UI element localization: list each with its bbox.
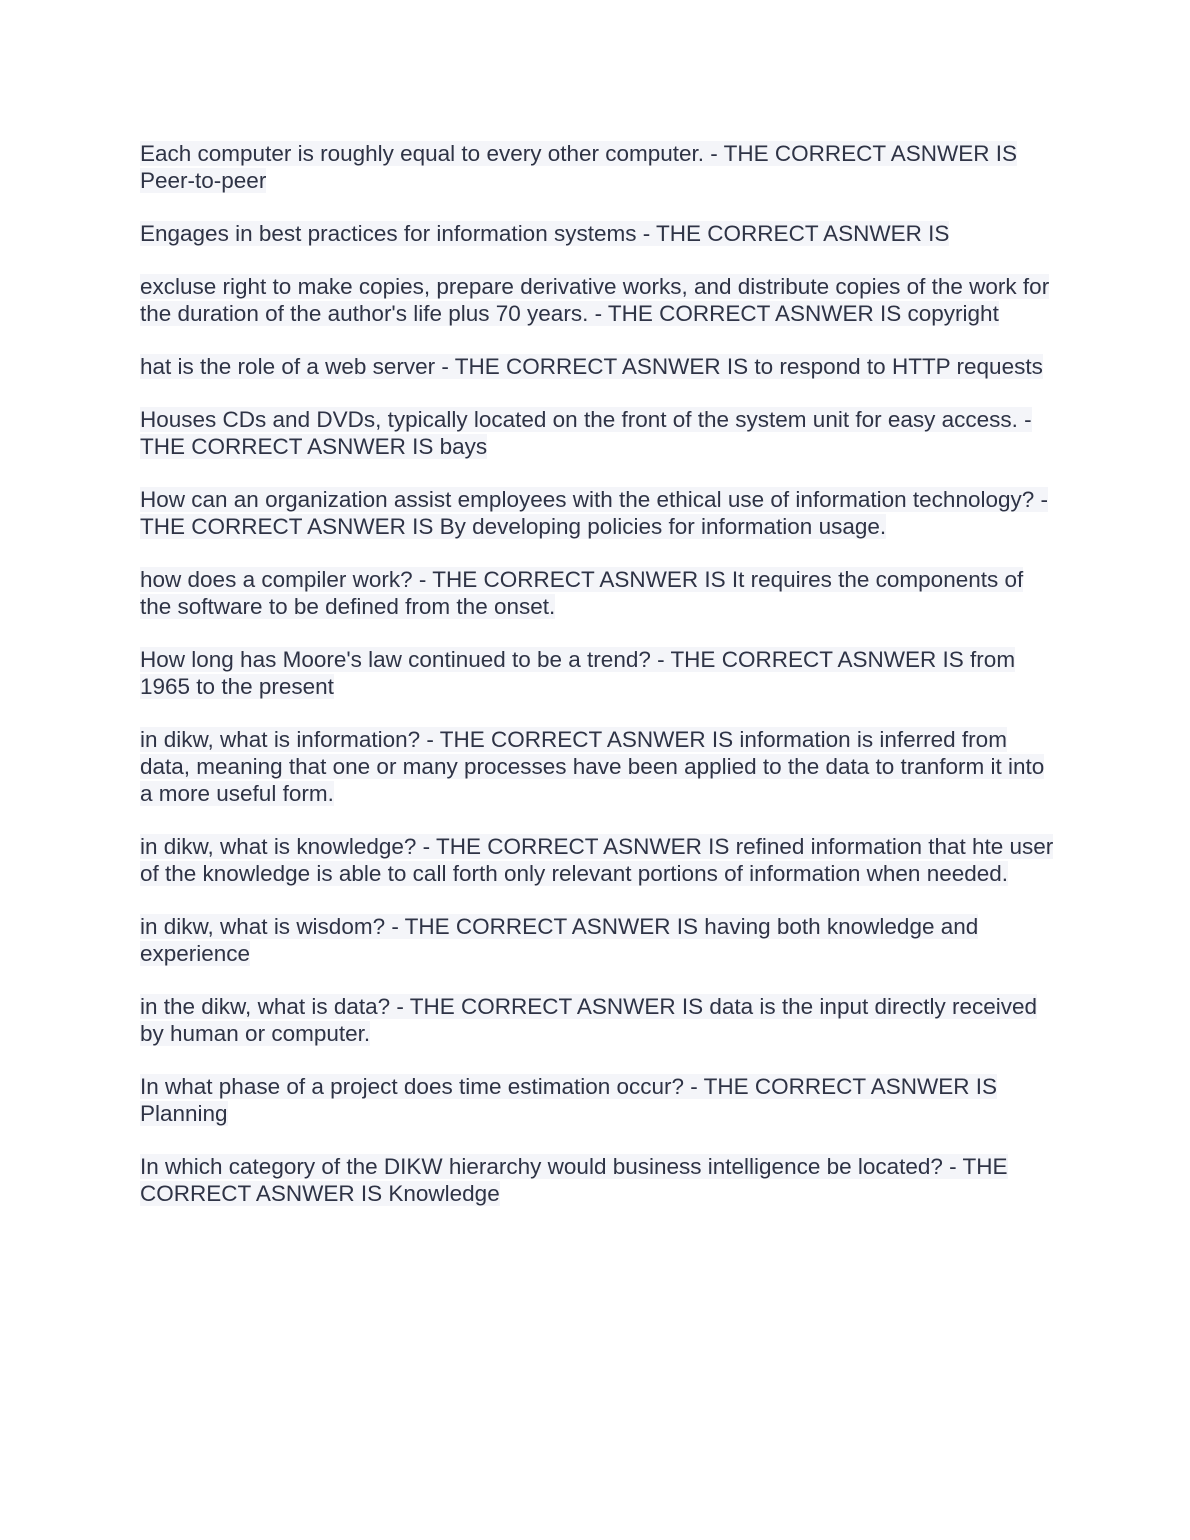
qa-item: [140, 913, 1055, 967]
qa-list: [140, 140, 1055, 1233]
qa-item: [140, 140, 1055, 194]
qa-text: in dikw, what is wisdom? - THE CORRECT ASNWER IS having both knowledge and experience: [140, 914, 979, 966]
qa-item: [140, 993, 1055, 1047]
qa-text: Engages in best practices for information systems - THE CORRECT ASNWER IS: [140, 221, 950, 246]
qa-item: [140, 273, 1055, 327]
qa-text: in the dikw, what is data? - THE CORRECT ASNWER IS data is the input directly received by human or computer.: [140, 994, 1038, 1046]
qa-text: hat is the role of a web server - THE CORRECT ASNWER IS to respond to HTTP requests: [140, 354, 1043, 379]
qa-text: In what phase of a project does time estimation occur? - THE CORRECT ASNWER IS Planning: [140, 1074, 997, 1126]
qa-item: [140, 353, 1055, 380]
qa-item: [140, 1073, 1055, 1127]
qa-item: [140, 1153, 1055, 1207]
qa-text: Houses CDs and DVDs, typically located on the front of the system unit for easy access. - THE CORRECT ASNWER IS bays: [140, 407, 1032, 459]
qa-text: Each computer is roughly equal to every other computer. - THE CORRECT ASNWER IS Peer-to-peer: [140, 141, 1018, 193]
qa-text: in dikw, what is knowledge? - THE CORRECT ASNWER IS refined information that hte user of the knowledge is able to call forth only relevant portions of information when needed.: [140, 834, 1054, 886]
qa-text: in dikw, what is information? - THE CORRECT ASNWER IS information is inferred from data, meaning that one or many processes have been applied to the data to tranform it into a more useful form.: [140, 727, 1045, 806]
qa-item: [140, 726, 1055, 807]
qa-text: How long has Moore's law continued to be a trend? - THE CORRECT ASNWER IS from 1965 to the present: [140, 647, 1016, 699]
qa-text: how does a compiler work? - THE CORRECT ASNWER IS It requires the components of the software to be defined from the onset.: [140, 567, 1024, 619]
qa-item: [140, 646, 1055, 700]
qa-item: [140, 566, 1055, 620]
qa-item: [140, 486, 1055, 540]
qa-item: [140, 833, 1055, 887]
qa-text: excluse right to make copies, prepare derivative works, and distribute copies of the work for the duration of the author's life plus 70 years. - THE CORRECT ASNWER IS copyright: [140, 274, 1050, 326]
qa-item: [140, 220, 1055, 247]
qa-text: In which category of the DIKW hierarchy would business intelligence be located? - THE CORRECT ASNWER IS Knowledge: [140, 1154, 1008, 1206]
qa-text: How can an organization assist employees with the ethical use of information technology? - THE CORRECT ASNWER IS By developing policies for information usage.: [140, 487, 1048, 539]
qa-item: [140, 406, 1055, 460]
